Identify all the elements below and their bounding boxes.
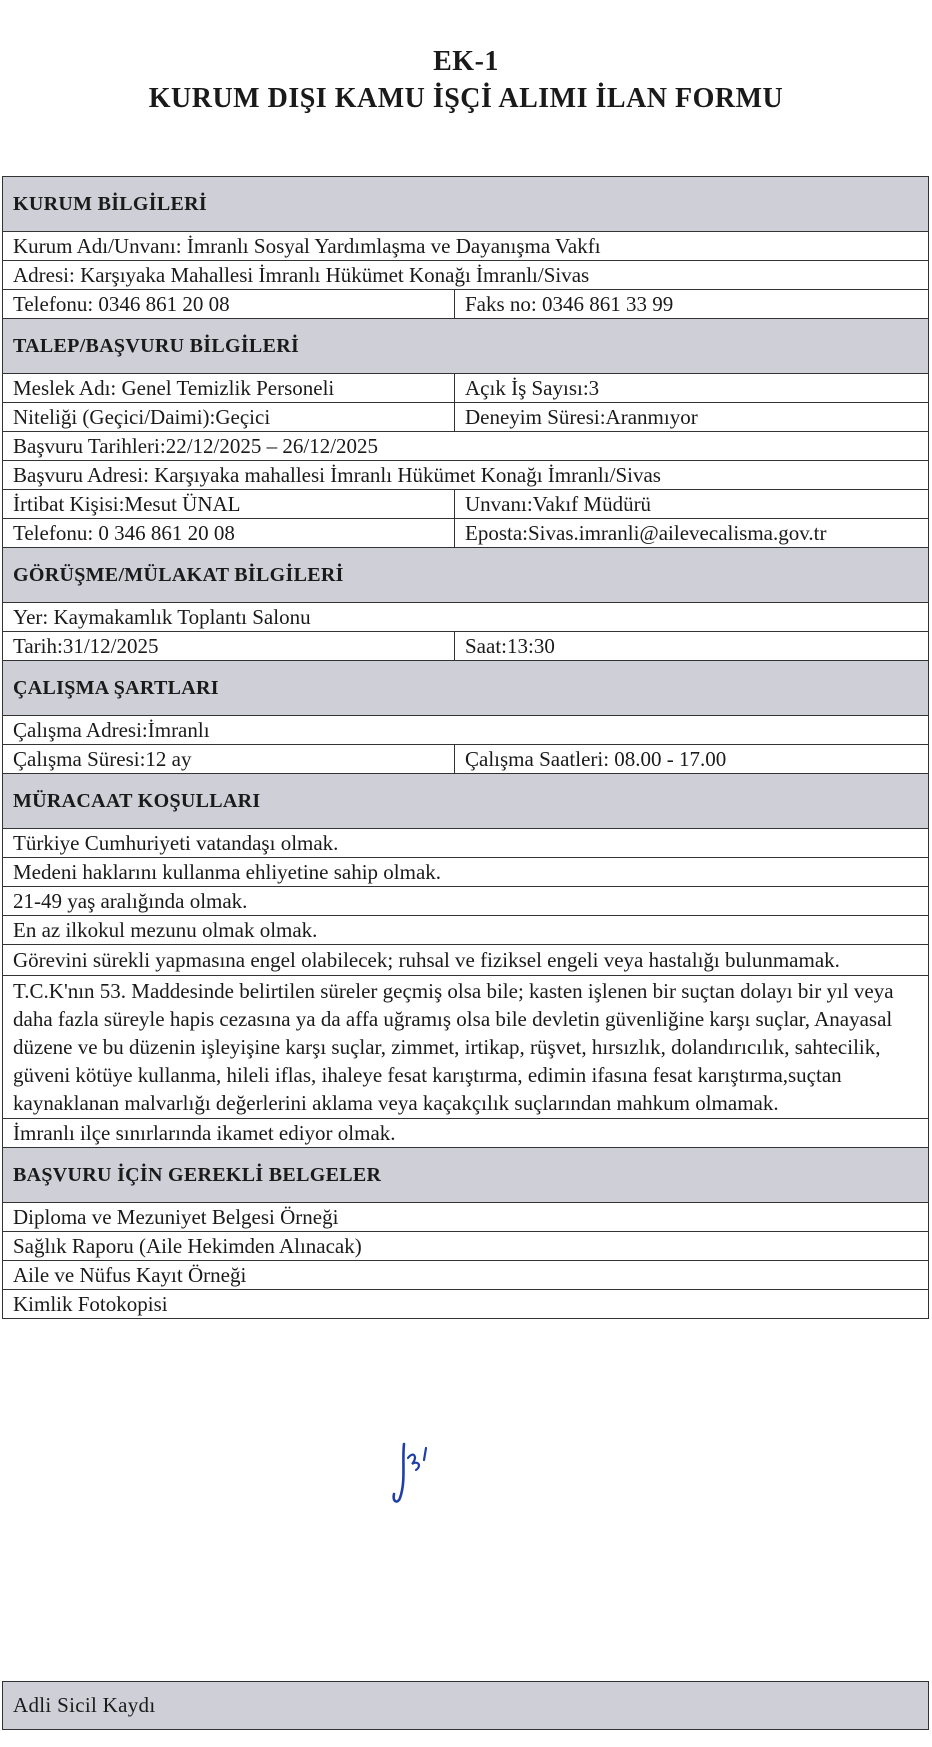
kosul-yas: 21-49 yaş aralığında olmak. [13,889,248,913]
section-adli-sicil: Adli Sicil Kaydı [3,1682,928,1730]
irtibat-kisisi: İrtibat Kişisi:Mesut ÜNAL [3,490,455,518]
row-kurum-adres [3,261,928,290]
acik-is-sayisi: Açık İş Sayısı:3 [465,376,600,400]
talep-telefon: Telefonu: 0 346 861 20 08 [3,519,455,547]
belge-diploma: Diploma ve Mezuniyet Belgesi Örneği [13,1205,339,1229]
kurum-adi: Kurum Adı/Unvanı: İmranlı Sosyal Yardımlaşma ve Dayanışma Vakfı [13,234,601,258]
basvuru-adresi: Başvuru Adresi: Karşıyaka mahallesi İmranlı Hükümet Konağı İmranlı/Sivas [13,463,661,487]
signature-mark [388,1436,436,1508]
row-tarih-saat [3,632,928,661]
ilan-form-table [2,176,929,1319]
row-iletisim [3,519,928,548]
kosul-adli-sicil: T.C.K'nın 53. Maddesinde belirtilen süreler geçmiş olsa bile; kasten işlenen bir suçtan dolayı bir yıl veya daha fazla süreyle hapis cezasına ya da affa uğramış olsa bile devletin güvenliğine karşı suçlar, Anayasal düzene ve bu düzenin işleyişine karşı suçlar, zimmet, irtikap, rüşvet, hırsızlık, dolandırıcılık, sahtecilik, güveni kötüye kullanma, hileli iflas, ihaleye fesat karıştırma, edimin ifasına fesat karıştırma,suçtan kaynaklanan malvarlığı değerlerini aklama veya kaçakçılık suçlarından mahkum olmamak. [13,979,894,1115]
row-calisma-adresi [3,716,928,745]
list-item [3,916,928,945]
eposta: Eposta:Sivas.imranli@ailevecalisma.gov.tr [465,521,827,545]
mulakat-saati: Saat:13:30 [465,634,555,658]
kurum-adres: Adresi: Karşıyaka Mahallesi İmranlı Hükümet Konağı İmranlı/Sivas [13,263,590,287]
title-form: KURUM DIŞI KAMU İŞÇİ ALIMI İLAN FORMU [148,83,784,114]
calisma-suresi: Çalışma Süresi:12 ay [3,745,455,773]
list-item [3,976,928,1119]
kurum-telefon: Telefonu: 0346 861 20 08 [3,290,455,318]
deneyim-suresi: Deneyim Süresi:Aranmıyor [465,405,698,429]
niteligi: Niteliği (Geçici/Daimi):Geçici [3,403,455,431]
meslek-adi: Meslek Adı: Genel Temizlik Personeli [3,374,455,402]
kosul-egitim: En az ilkokul mezunu olmak olmak. [13,918,318,942]
list-item [3,1232,928,1261]
row-basvuru-adresi [3,461,928,490]
kurum-faks: Faks no: 0346 861 33 99 [465,292,674,316]
section-gerekli-belgeler: BAŞVURU İÇİN GEREKLİ BELGELER [3,1148,928,1203]
list-item [3,887,928,916]
row-nitelik [3,403,928,432]
section-calisma-sartlari: ÇALIŞMA ŞARTLARI [3,661,928,716]
basvuru-tarihleri: Başvuru Tarihleri:22/12/2025 – 26/12/2025 [13,434,379,458]
section-muracaat-kosullari: MÜRACAAT KOŞULLARI [3,774,928,829]
row-kurum-adi [3,232,928,261]
kosul-saglik: Görevini sürekli yapmasına engel olabilecek; ruhsal ve fiziksel engeli veya hastalığı bulunmamak. [13,948,840,972]
mulakat-tarihi: Tarih:31/12/2025 [3,632,455,660]
section-gorusme-mulakat: GÖRÜŞME/MÜLAKAT BİLGİLERİ [3,548,928,603]
list-item [3,1290,928,1319]
calisma-adresi: Çalışma Adresi:İmranlı [13,718,210,742]
list-item [3,945,928,976]
list-item [3,858,928,887]
section-kurum-bilgileri: KURUM BİLGİLERİ [3,177,928,232]
list-item [3,829,928,858]
row-yer [3,603,928,632]
section-talep-basvuru: TALEP/BAŞVURU BİLGİLERİ [3,319,928,374]
row-meslek [3,374,928,403]
row-calisma-sure-saat [3,745,928,774]
adli-sicil-table [2,1681,929,1730]
unvan: Unvanı:Vakıf Müdürü [465,492,652,516]
row-kurum-telefon-faks [3,290,928,319]
kosul-vatandaslik: Türkiye Cumhuriyeti vatandaşı olmak. [13,831,339,855]
calisma-saatleri: Çalışma Saatleri: 08.00 - 17.00 [465,747,727,771]
mulakat-yeri: Yer: Kaymakamlık Toplantı Salonu [13,605,311,629]
title-ek: EK-1 [433,46,499,77]
belge-saglik-raporu: Sağlık Raporu (Aile Hekimden Alınacak) [13,1234,362,1258]
belge-kimlik: Kimlik Fotokopisi [13,1292,168,1316]
row-basvuru-tarihleri [3,432,928,461]
row-irtibat [3,490,928,519]
list-item [3,1119,928,1148]
kosul-ikamet: İmranlı ilçe sınırlarında ikamet ediyor olmak. [13,1121,396,1145]
belge-nufus-kayit: Aile ve Nüfus Kayıt Örneği [13,1263,247,1287]
kosul-medeni-haklar: Medeni haklarını kullanma ehliyetine sahip olmak. [13,860,442,884]
list-item [3,1203,928,1232]
document-title [0,44,932,118]
list-item [3,1261,928,1290]
